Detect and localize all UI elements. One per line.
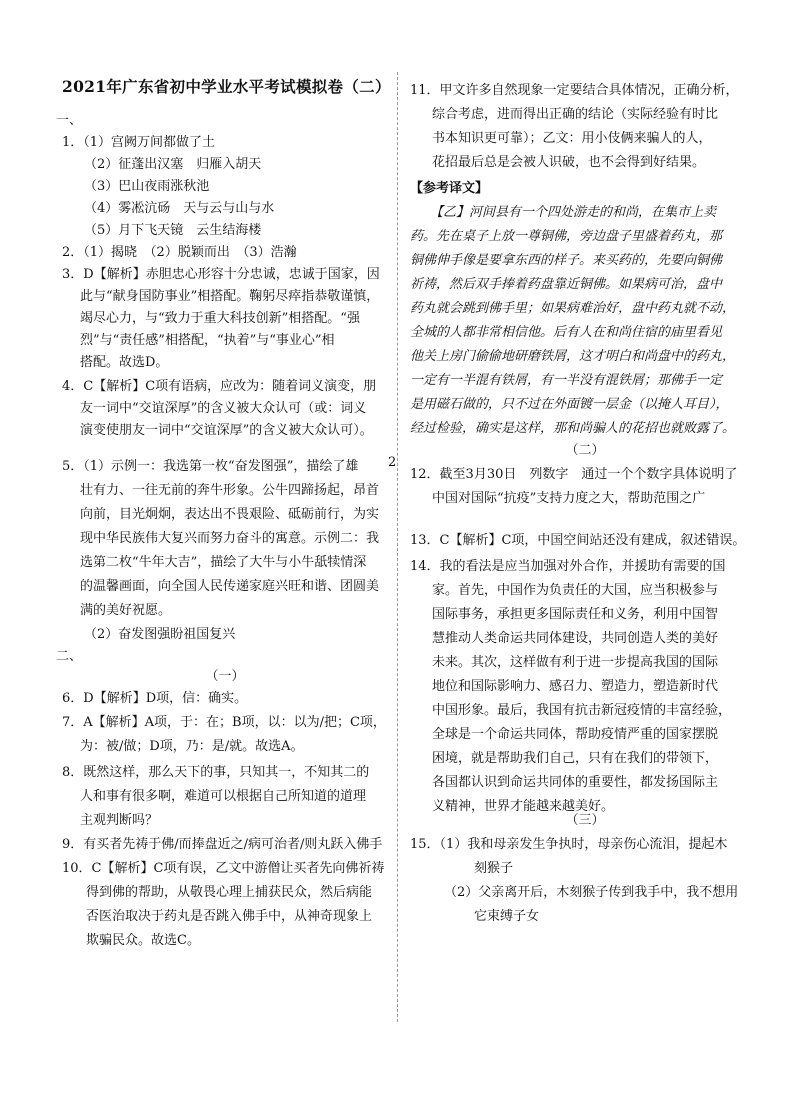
answer-line: 主观判断吗？: [80, 813, 159, 828]
subsection-heading: （一）: [205, 669, 245, 684]
answer-line: 3．D【解析】赤胆忠心形容十分忠诚，忠诚于国家，因: [62, 267, 380, 282]
answer-line: 刻猴子: [474, 861, 514, 876]
answer-line: 义精神，世界才能越来越美好。: [432, 799, 615, 814]
answer-line: 中国对国际“抗疫”支持力度之大，帮助范围之广: [432, 491, 706, 506]
answer-line: 全球是一个命运共同体，帮助疫情严重的国家摆脱: [432, 727, 719, 742]
answer-line: 竭尽心力，与“致力于重大科技创新”相搭配。“强: [80, 311, 360, 326]
translation-line: 铜佛伸手像是要拿东西的样子。来买药的，先要向铜佛: [410, 253, 723, 268]
answer-line: 它束缚子女: [474, 909, 540, 924]
subsection-heading: （三）: [565, 813, 605, 828]
answer-line: 11．甲文许多自然现象一定要结合具体情况，正确分析，: [410, 83, 739, 98]
side-number: 2: [388, 455, 397, 470]
column-divider: [397, 72, 398, 1022]
answer-line: （2）征蓬出汉塞 归雁入胡天: [84, 157, 262, 172]
answer-line: 10．C【解析】C项有误，乙文中游僧让买者先向佛祈祷: [62, 861, 385, 876]
translation-line: 是用磁石做的，只不过在外面镀一层金（以掩人耳目），: [410, 397, 729, 412]
answer-line: 困境，就是帮助我们自己，只有在我们的带领下，: [432, 751, 719, 766]
answer-line: 12．截至3月30日 列数字 通过一个个数字具体说明了: [410, 467, 738, 482]
answer-line: 8．既然这样，那么天下的事，只知其一，不知其二的: [62, 765, 370, 780]
answer-line: （2）父亲离开后，木刻猴子传到我手中，我不想用: [444, 885, 739, 900]
translation-line: 他关上房门偷偷地研磨铁屑，这才明白和尚盘中的药丸，: [410, 349, 736, 364]
answer-line: 7．A【解析】A项，于：在；B项，以：以为/把；C项，: [62, 715, 386, 730]
answer-line: 慧推动人类命运共同体建设，共同创造人类的美好: [432, 631, 719, 646]
answer-line: （3）巴山夜雨涨秋池: [84, 179, 210, 194]
answer-line: 综合考虑，进而得出正确的结论（实际经验有时比: [432, 107, 719, 122]
translation-line: 祈祷，然后双手捧着药盘靠近铜佛。如果病可治，盘中: [410, 277, 723, 292]
answer-line: 2．（1）揭晓 （2）脱颖而出 （3）浩瀚: [62, 245, 297, 260]
answer-line: 此与“献身国防事业”相搭配。鞠躬尽瘁指恭敬谨慎，: [80, 289, 380, 304]
answer-line: 选第二枚“牛年大吉”，描绘了大牛与小牛舐犊情深: [80, 555, 367, 570]
answer-line: 向前，目光炯炯，表达出不畏艰险、砥砺前行，为实: [80, 507, 380, 522]
answer-line: 为：被/做；D项，乃：是/就。故选A。: [80, 739, 304, 754]
answer-line: 家。首先，中国作为负责任的大国，应当积极参与: [432, 583, 719, 598]
answer-line: 15．（1）我和母亲发生争执时，母亲伤心流泪，提起木: [410, 837, 728, 852]
section-heading: 一、: [56, 113, 83, 128]
answer-line: 5．（1）示例一：我选第一枚“奋发图强”，描绘了雄: [62, 459, 359, 474]
translation-line: 药丸就会跳到佛手里；如果病难治好，盘中药丸就不动，: [410, 301, 736, 316]
answer-line: 国际事务，承担更多国际责任和义务，利用中国智: [432, 607, 719, 622]
answer-line: 演变使朋友一词中“交谊深厚”的含义被大众认可）。: [80, 423, 373, 438]
translation-line: 经过检验，确实是这样，那和尚骗人的花招也就败露了。: [410, 421, 736, 436]
answer-line: 的温馨画面，向全国人民传递家庭兴旺和谐、团圆美: [80, 579, 380, 594]
section-heading: 二、: [56, 649, 83, 664]
answer-line: 13．C【解析】C项，中国空间站还没有建成，叙述错误。: [410, 533, 746, 548]
answer-line: 友一词中“交谊深厚”的含义被大众认可（或：词义: [80, 401, 367, 416]
translation-line: 药。先在桌子上放一尊铜佛，旁边盘子里盛着药丸，那: [410, 229, 723, 244]
answer-line: 14．我的看法是应当加强对外合作，并援助有需要的国: [410, 559, 726, 574]
answer-line: 满的美好祝愿。: [80, 603, 172, 618]
subsection-heading: （二）: [565, 443, 605, 458]
answer-line: 9．有买者先祷于佛/而捧盘近之/病可治者/则丸跃入佛手: [62, 837, 383, 852]
answer-line: 否医治取决于药丸是否跳入佛手中，从神奇现象上: [86, 909, 373, 924]
answer-line: 人和事有很多啊，难道可以根据自己所知道的道理: [80, 789, 367, 804]
answer-line: 地位和国际影响力、感召力、塑造力，塑造新时代: [432, 679, 719, 694]
answer-line: （5）月下飞天镜 云生结海楼: [84, 223, 262, 238]
answer-line: 书本知识更可靠）；乙文：用小伎俩来骗人的人，: [432, 131, 712, 146]
page-title: 2021年广东省初中学业水平考试模拟卷（二）: [62, 77, 391, 96]
answer-line: 搭配。故选D。: [80, 355, 169, 370]
answer-line: 各国都认识到命运共同体的重要性，都发扬国际主: [432, 775, 719, 790]
answer-line: 壮有力、一往无前的奔牛形象。公牛四蹄扬起，昂首: [80, 483, 380, 498]
answer-line: 未来。其次，这样做有利于进一步提高我国的国际: [432, 655, 719, 670]
answer-line: 花招最后总是会被人识破，也不会得到好结果。: [432, 155, 706, 170]
translation-line: 【乙】河间县有一个四处游走的和尚，在集市上卖: [430, 205, 717, 220]
answer-line: 欺骗民众。故选C。: [86, 933, 200, 948]
answer-line: 现中华民族伟大复兴而努力奋斗的寓意。示例二：我: [80, 531, 380, 546]
answer-line: （4）雾凇沆砀 天与云与山与水: [84, 201, 275, 216]
answer-line: 1．（1）宫阙万间都做了土: [62, 135, 216, 150]
answer-line: 6．D【解析】D项，信：确实。: [62, 691, 248, 706]
answer-line: 得到佛的帮助，从敬畏心理上捕获民众，然后病能: [86, 885, 373, 900]
answer-line: 中国形象。最后，我国有抗击新冠疫情的丰富经验，: [432, 703, 732, 718]
translation-line: 全城的人都非常相信他。后有人在和尚住宿的庙里看见: [410, 325, 723, 340]
answer-line: 4．C【解析】C项有语病，应改为：随着词义演变，朋: [62, 379, 377, 394]
answer-line: 烈”与“责任感”相搭配，“执着”与“事业心”相: [80, 333, 335, 348]
translation-line: 一定有一半混有铁屑，有一半没有混铁屑；那佛手一定: [410, 373, 723, 388]
answer-line: （2）奋发图强盼祖国复兴: [84, 627, 236, 642]
reference-translation-heading: 【参考译文】: [410, 181, 489, 196]
